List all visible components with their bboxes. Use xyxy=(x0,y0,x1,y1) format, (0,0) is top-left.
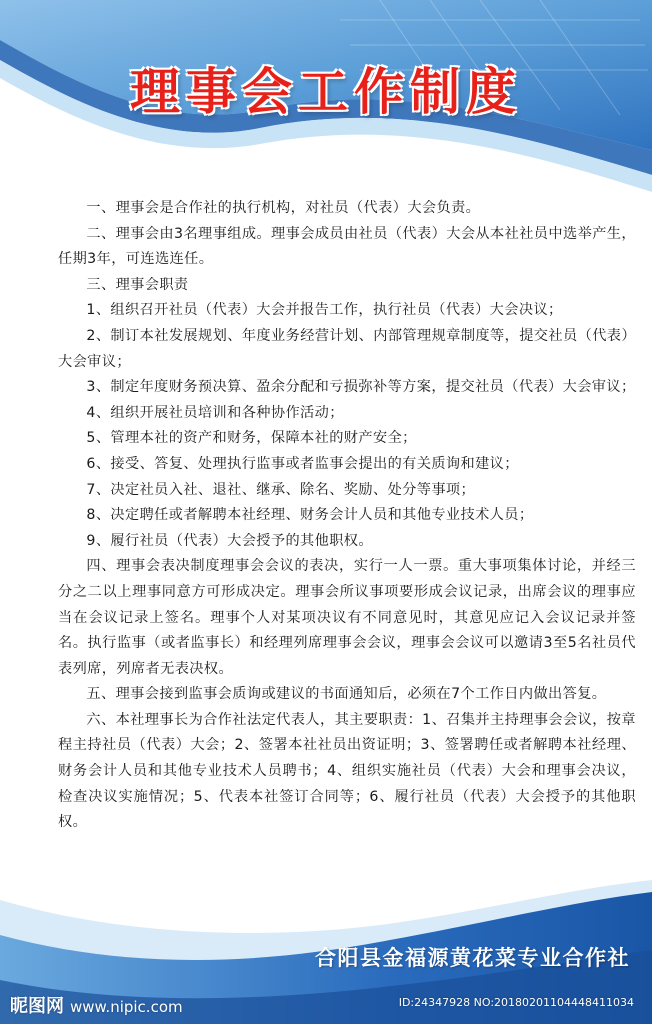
page-title: 理事会工作制度 xyxy=(130,63,522,121)
duty-item-9: 9、履行社员（代表）大会授予的其他职权。 xyxy=(86,532,373,549)
watermark-id: ID:24347928 NO:20180201104448411034 xyxy=(398,996,634,1009)
paragraph-5: 五、理事会接到监事会质询或建议的书面通知后，必须在7个工作日内做出答复。 xyxy=(86,686,607,703)
duty-item-5: 5、管理本社的资产和财务，保障本社的财产安全； xyxy=(86,430,417,447)
duty-item-6: 6、接受、答复、处理执行监事或者监事会提出的有关质询和建议； xyxy=(86,455,519,472)
paragraph-6: 六、本社理事长为合作社法定代表人，其主要职责：1、召集并主持理事会会议，按章程主持社员（代表）大会；2、签署本社社员出资证明；3、签署聘任或者解聘本社经理、财务会计人员和其他专业技术人员聘书；4、组织实施社员（代表）大会和理事会决议，检查决议实施情况；5、代表本社签订合同等；6、履行社员（代表）大会授予的其他职权。 xyxy=(58,711,636,831)
duty-item-7: 7、决定社员入社、退社、继承、除名、奖励、处分等事项； xyxy=(86,481,476,498)
duty-item-8: 8、决定聘任或者解聘本社经理、财务会计人员和其他专业技术人员； xyxy=(86,507,534,524)
duty-item-4: 4、组织开展社员培训和各种协作活动； xyxy=(86,404,344,421)
duty-item-3: 3、制定年度财务预决算、盈余分配和亏损弥补等方案，提交社员（代表）大会审议； xyxy=(86,379,636,396)
watermark-url: www.nipic.com xyxy=(70,998,183,1016)
paragraph-4: 四、理事会表决制度理事会会议的表决，实行一人一票。重大事项集体讨论，并经三分之二以上理事同意方可形成决定。理事会所议事项要形成会议记录，出席会议的理事应当在会议记录上签名。理事个人对某项决议有不同意见时，其意见应记入会议记录并签名。执行监事（或者监事长）和经理列席理事会会议，理事会会议可以邀请3至5名社员代表列席，列席者无表决权。 xyxy=(58,558,636,677)
paragraph-2: 二、理事会由3名理事组成。理事会成员由社员（代表）大会从本社社员中选举产生，任期3年，可连选连任。 xyxy=(58,225,636,268)
duty-item-1: 1、组织召开社员（代表）大会并报告工作，执行社员（代表）大会决议； xyxy=(86,302,563,319)
watermark-logo-text: 昵图网 xyxy=(10,996,64,1017)
duty-item-2: 2、制订本社发展规划、年度业务经营计划、内部管理规章制度等，提交社员（代表）大会审议； xyxy=(58,327,636,370)
paragraph-1: 一、理事会是合作社的执行机构，对社员（代表）大会负责。 xyxy=(86,200,481,216)
organization-name: 合阳县金福源黄花菜专业合作社 xyxy=(315,946,630,970)
watermark-logo xyxy=(10,992,183,1018)
regulation-body xyxy=(58,196,636,836)
paragraph-3: 三、理事会职责 xyxy=(86,276,189,293)
